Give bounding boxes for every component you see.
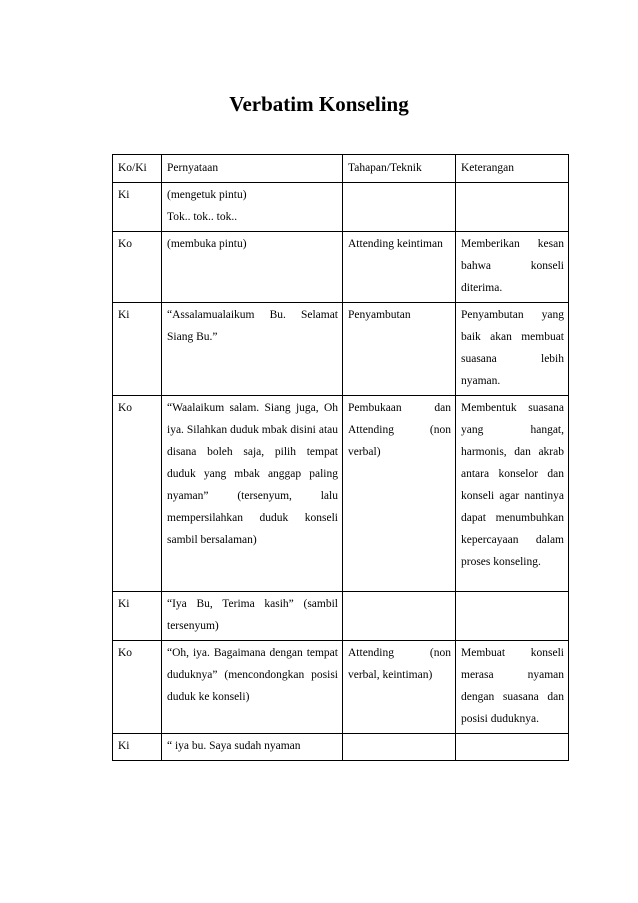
keterangan-cell <box>456 592 569 641</box>
speaker-cell: Ki <box>113 734 162 761</box>
tahapan-cell <box>343 183 456 232</box>
speaker-cell: Ki <box>113 592 162 641</box>
pernyataan-cell: “Assalamualaikum Bu. Selamat Siang Bu.” <box>162 303 343 396</box>
table-row <box>113 396 569 592</box>
table-row <box>113 303 569 396</box>
keterangan-cell: Penyambutan yang baik akan membuat suasana lebih nyaman. <box>456 303 569 396</box>
pernyataan-cell: “ iya bu. Saya sudah nyaman <box>162 734 343 761</box>
tahapan-cell: Penyambutan <box>343 303 456 396</box>
keterangan-cell <box>456 183 569 232</box>
pernyataan-cell: (mengetuk pintu) Tok.. tok.. tok.. <box>162 183 343 232</box>
table-header-row <box>113 155 569 183</box>
speaker-cell: Ko <box>113 396 162 592</box>
table-row <box>113 232 569 303</box>
keterangan-cell: Membuat konseli merasa nyaman dengan suasana dan posisi duduknya. <box>456 641 569 734</box>
pernyataan-cell: “Waalaikum salam. Siang juga, Oh iya. Silahkan duduk mbak disini atau disana boleh saja, pilih tempat duduk yang mbak anggap paling nyaman” (tersenyum, lalu mempersilahkan duduk konseli sambil bersalaman) <box>162 396 343 592</box>
pernyataan-cell: “Oh, iya. Bagaimana dengan tempat duduknya” (mencondongkan posisi duduk ke konseli) <box>162 641 343 734</box>
tahapan-cell: Pembukaan dan Attending (non verbal) <box>343 396 456 592</box>
header-tahapan-teknik: Tahapan/Teknik <box>343 155 456 183</box>
header-pernyataan: Pernyataan <box>162 155 343 183</box>
speaker-cell: Ki <box>113 303 162 396</box>
tahapan-cell <box>343 734 456 761</box>
speaker-cell: Ko <box>113 232 162 303</box>
pernyataan-cell: “Iya Bu, Terima kasih” (sambil tersenyum) <box>162 592 343 641</box>
header-ko-ki: Ko/Ki <box>113 155 162 183</box>
tahapan-cell: Attending keintiman <box>343 232 456 303</box>
header-keterangan: Keterangan <box>456 155 569 183</box>
keterangan-cell <box>456 734 569 761</box>
keterangan-cell: Membentuk suasana yang hangat, harmonis, dan akrab antara konselor dan konseli agar nantinya dapat menumbuhkan kepercayaan dalam proses konseling. <box>456 396 569 592</box>
pernyataan-cell: (membuka pintu) <box>162 232 343 303</box>
table-row <box>113 641 569 734</box>
verbatim-table <box>112 154 569 761</box>
table-row <box>113 183 569 232</box>
page-title: Verbatim Konseling <box>229 92 409 116</box>
speaker-cell: Ko <box>113 641 162 734</box>
keterangan-cell: Memberikan kesan bahwa konseli diterima. <box>456 232 569 303</box>
tahapan-cell <box>343 592 456 641</box>
table-row <box>113 734 569 761</box>
speaker-cell: Ki <box>113 183 162 232</box>
table-row <box>113 592 569 641</box>
tahapan-cell: Attending (non verbal, keintiman) <box>343 641 456 734</box>
